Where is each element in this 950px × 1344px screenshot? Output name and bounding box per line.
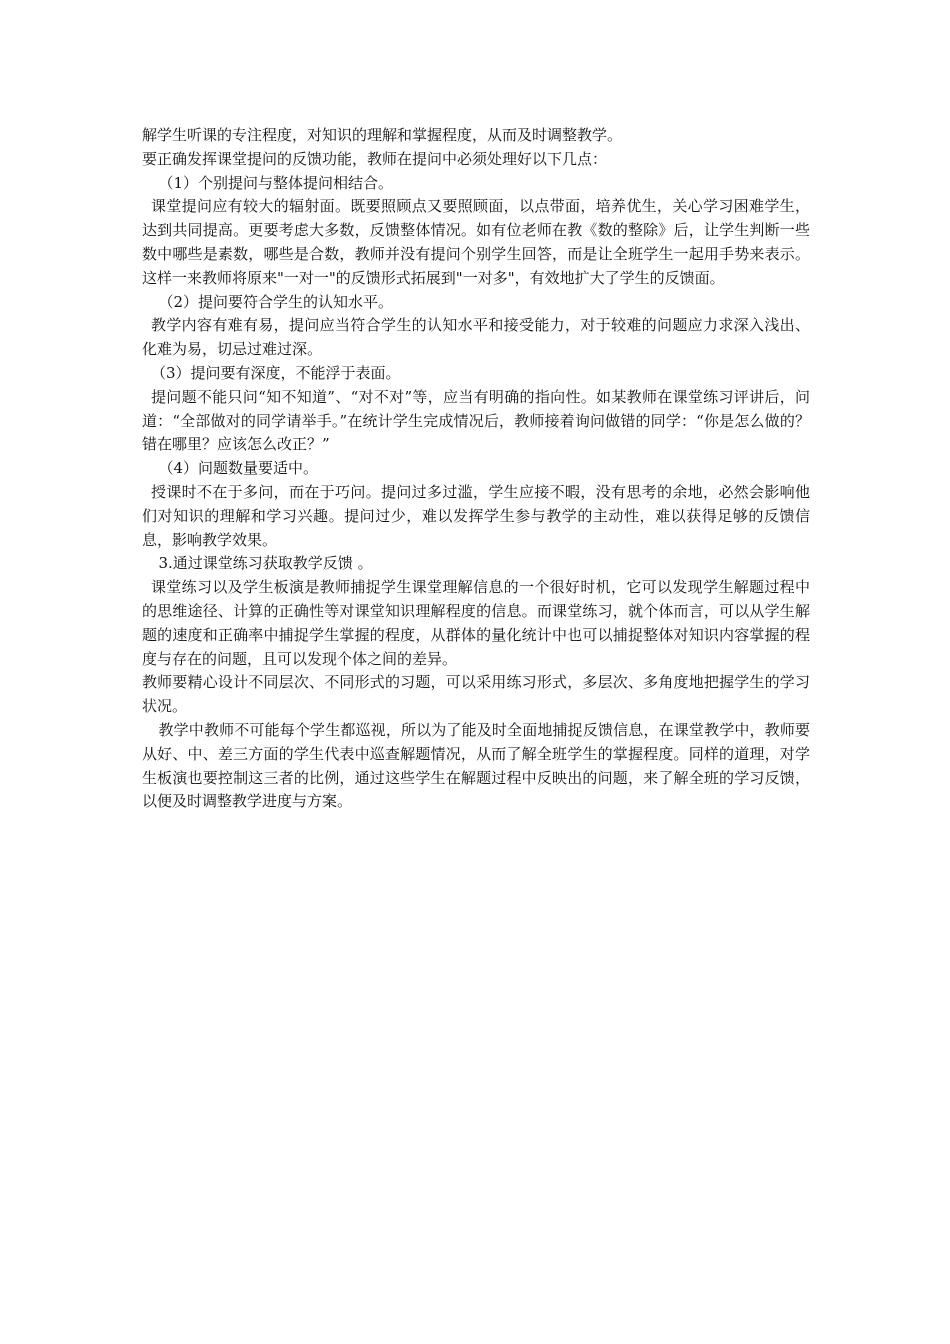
subheading-2: （2）提问要符合学生的认知水平。 [158, 292, 394, 311]
paragraph-9: 教学中教师不可能每个学生都巡视，所以为了能及时全面地捕捉反馈信息，在课堂教学中，教师要从好、中、差三方面的学生代表中巡查解题情况，从而了解全班学生的掌握程度。同样的道理，对学生板演也要控制这三者的比例，通过这些学生在解题过程中反映出的问题，来了解全班的学习反馈，以便及时调整教学进度与方案。 [142, 720, 810, 811]
paragraph-4: 教学内容有难有易，提问应当符合学生的认知水平和接受能力，对于较难的问题应力求深入浅出、化难为易，切忌过难过深。 [142, 316, 810, 359]
paragraph-5: 提问题不能只问“知不知道”、“对不对”等，应当有明确的指向性。如某教师在课堂练习评讲后，问道：“全部做对的同学请举手。”在统计学生完成情况后，教师接着询问做错的同学：“你是怎么做的？错在哪里？应该怎么改正？” [142, 387, 810, 454]
section-heading-3: 3.通过课堂练习获取教学反馈 。 [158, 554, 373, 573]
paragraph-1: 解学生听课的专注程度，对知识的理解和掌握程度，从而及时调整教学。 [142, 126, 623, 144]
paragraph-2: 要正确发挥课堂提问的反馈功能，教师在提问中必须处理好以下几点： [142, 149, 608, 168]
paragraph-3: 课堂提问应有较大的辐射面。既要照顾点又要照顾面，以点带面，培养优生，关心学习困难学生，达到共同提高。更要考虑大多数，反馈整体情况。如有位老师在教《数的整除》后，让学生判断一些数中哪些是素数，哪些是合数，教师并没有提问个别学生回答，而是让全班学生一起用手势来表示。这样一来教师将原来"一对一"的反馈形式拓展到"一对多"，有效地扩大了学生的反馈面。 [142, 197, 810, 287]
paragraph-8: 教师要精心设计不同层次、不同形式的习题，可以采用练习形式，多层次、多角度地把握学生的学习状况。 [142, 673, 810, 716]
subheading-3: （3）提问要有深度，不能浮于表面。 [151, 363, 401, 382]
subheading-4: （4）问题数量要适中。 [158, 459, 319, 478]
subheading-1: （1）个别提问与整体提问相结合。 [158, 173, 394, 192]
paragraph-6: 授课时不在于多问，而在于巧问。提问过多过滥，学生应接不暇，没有思考的余地，必然会影响他们对知识的理解和学习兴趣。提问过少，难以发挥学生参与教学的主动性，难以获得足够的反馈信息，影响教学效果。 [142, 482, 810, 549]
paragraph-7: 课堂练习以及学生板演是教师捕捉学生课堂理解信息的一个很好时机，它可以发现学生解题过程中的思维途径、计算的正确性等对课堂知识理解程度的信息。而课堂练习，就个体而言，可以从学生解题的速度和正确率中捕捉学生掌握的程度，从群体的量化统计中也可以捕捉整体对知识内容掌握的程度与存在的问题，且可以发现个体之间的差异。 [142, 578, 810, 668]
document-body [142, 124, 810, 814]
